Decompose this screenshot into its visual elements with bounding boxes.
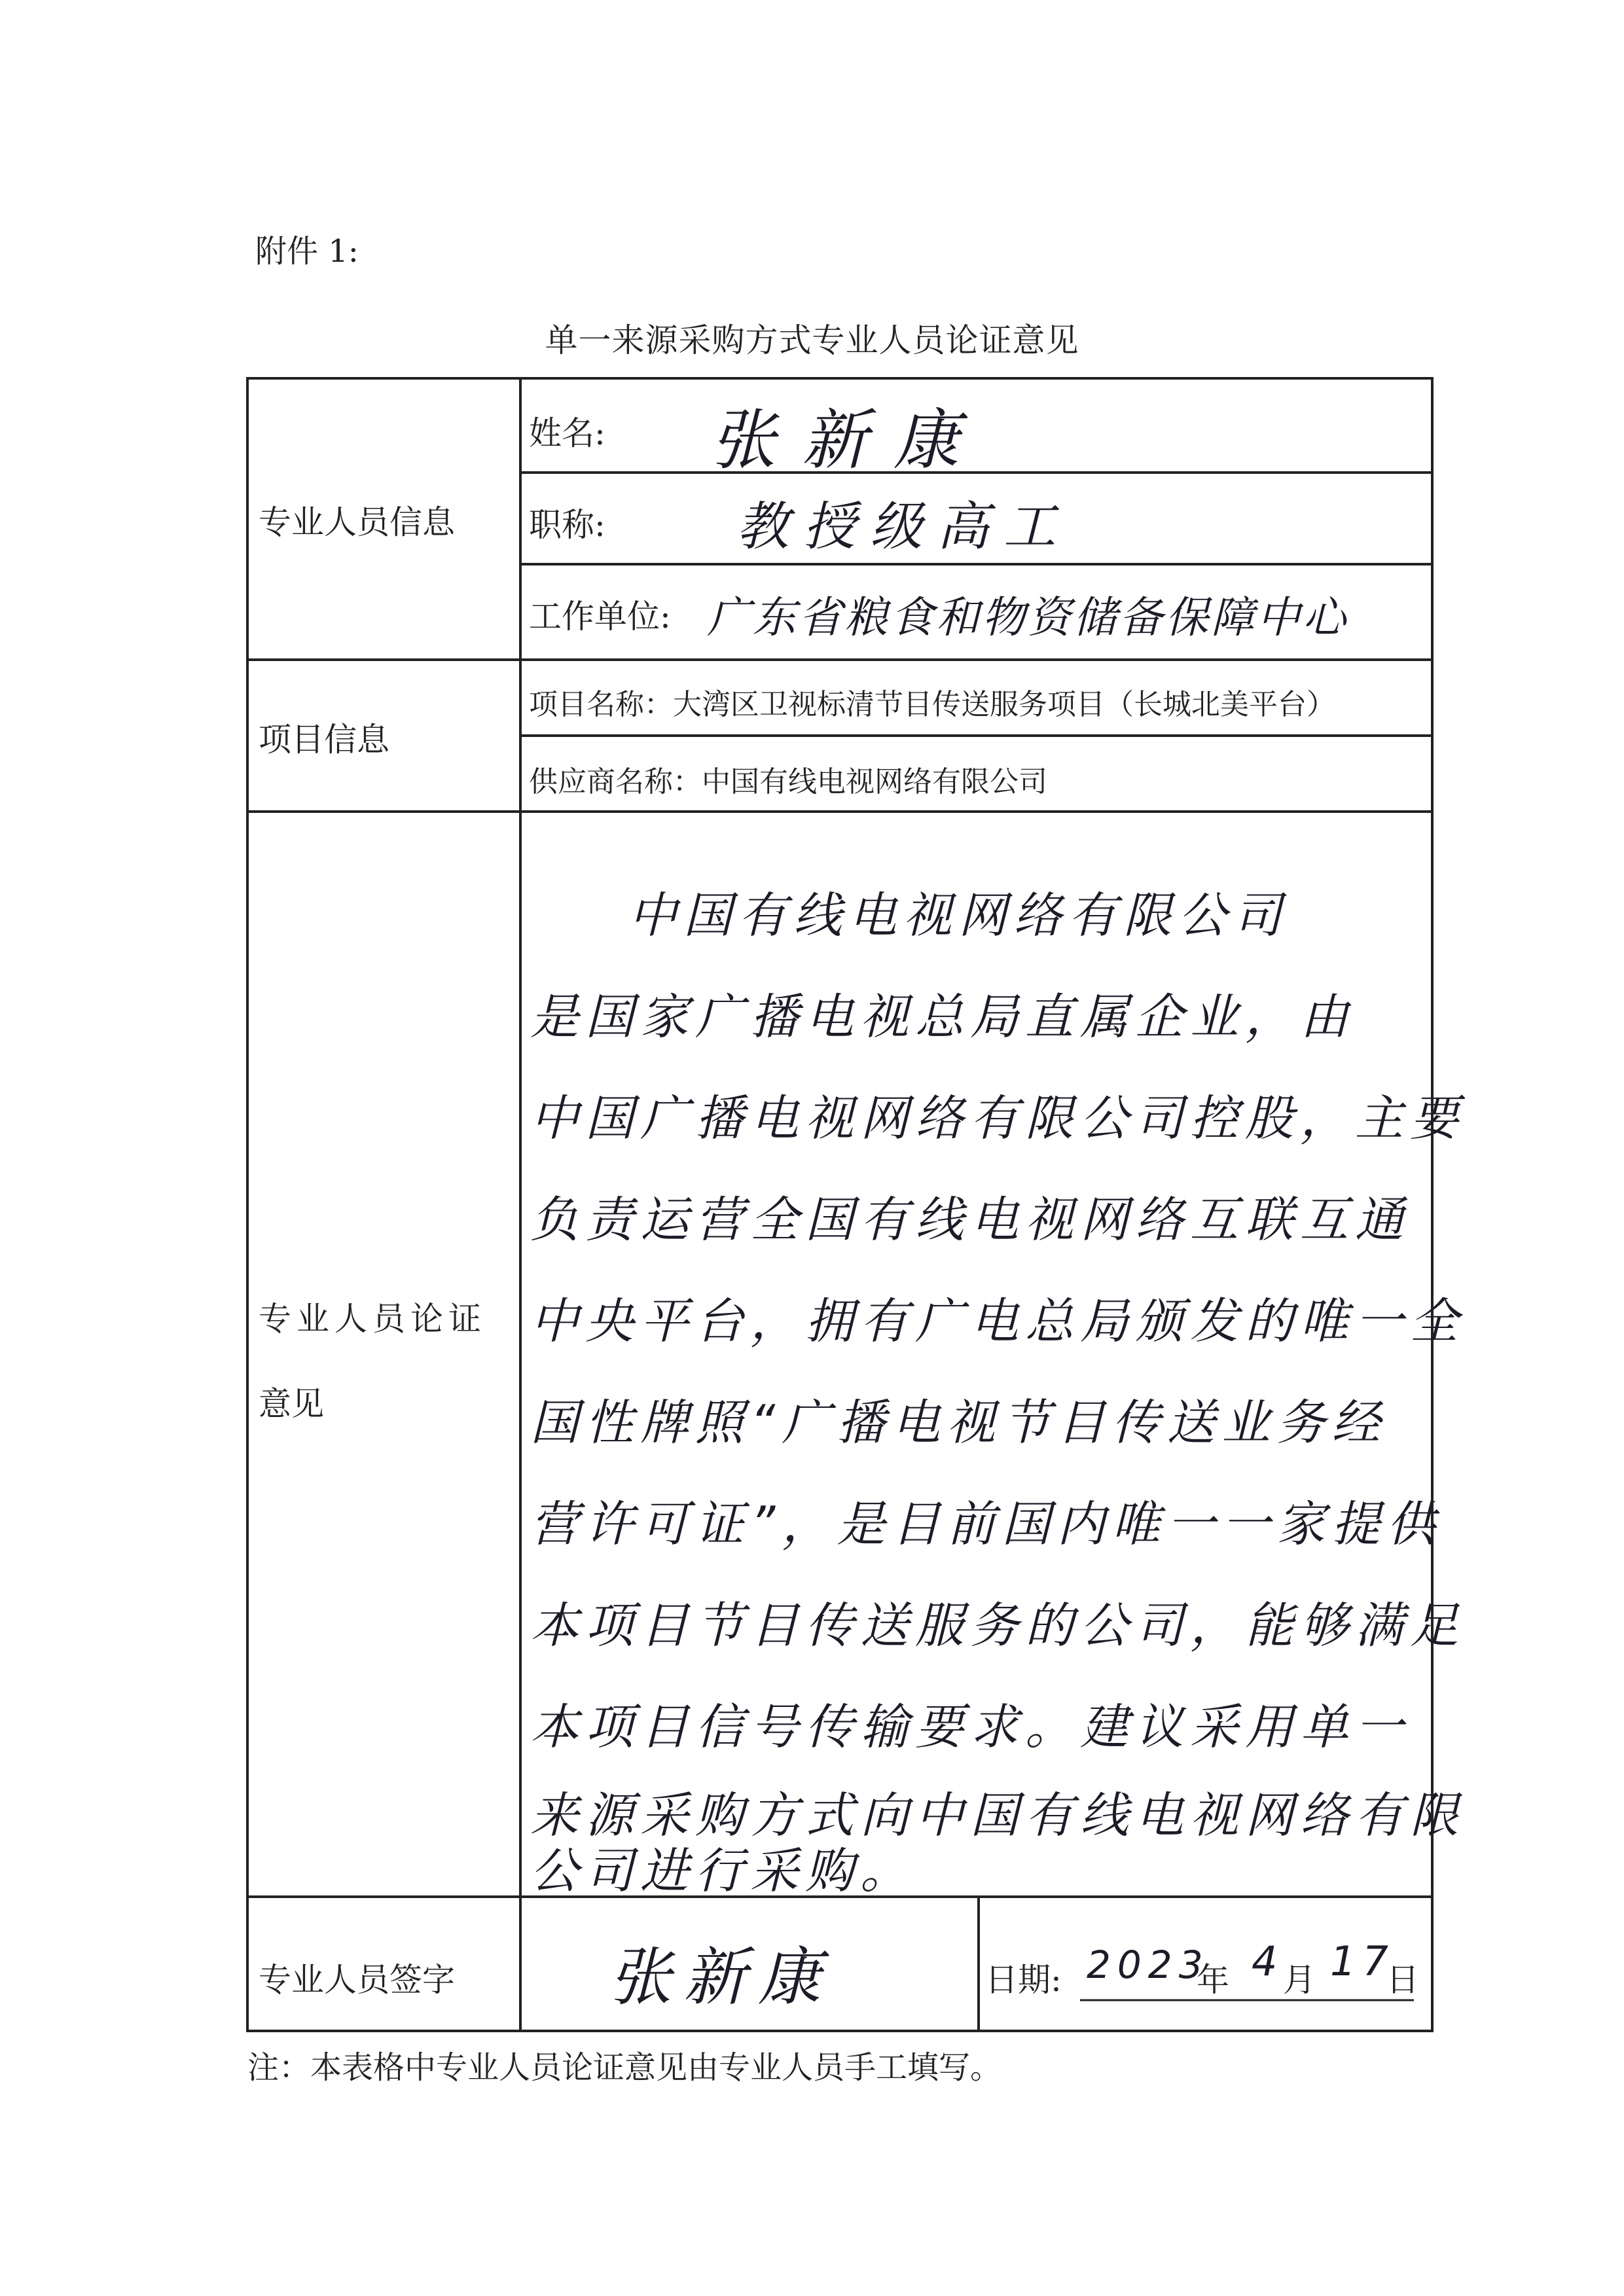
- opinion-label-line1: 专业人员论证: [259, 1300, 486, 1338]
- opinion-line: 中国有线电视网络有限公司: [628, 888, 1288, 944]
- opinion-line: 营许可证”，是目前国内唯一一家提供: [530, 1496, 1442, 1552]
- attachment-label: 附件 1:: [255, 233, 359, 270]
- work-unit-handwritten: 广东省粮食和物资储备保障中心: [707, 592, 1348, 643]
- opinion-line: 本项目节目传送服务的公司，能够满足: [530, 1598, 1465, 1654]
- date-day-unit: 日: [1386, 1961, 1419, 1999]
- form-title: 单一来源采购方式专业人员论证意见: [545, 321, 1079, 359]
- opinion-line: 中国广播电视网络有限公司控股，主要: [530, 1090, 1465, 1147]
- opinion-line: 公司进行采购。: [530, 1843, 915, 1899]
- title-label: 职称:: [529, 506, 605, 544]
- date-month: 4: [1252, 1937, 1284, 1985]
- date-year-unit: 年: [1197, 1961, 1229, 1999]
- opinion-line: 负责运营全国有线电视网络互联互通: [530, 1192, 1410, 1248]
- date-label: 日期:: [985, 1961, 1062, 1999]
- date-underline: [1080, 1996, 1420, 2004]
- opinion-label-line2: 意见: [259, 1385, 324, 1423]
- opinion-line: 国性牌照“广播电视节目传送业务经: [530, 1395, 1387, 1451]
- signature-label: 专业人员签字: [259, 1961, 455, 1999]
- project-info-label: 项目信息: [259, 721, 389, 759]
- signature-handwritten: 张新康: [609, 1941, 833, 2014]
- project-name: 项目名称：大湾区卫视标清节目传送服务项目（长城北美平台）: [529, 688, 1335, 721]
- opinion-line: 中央平台，拥有广电总局颁发的唯一全: [530, 1293, 1465, 1350]
- work-unit-label: 工作单位:: [529, 598, 671, 636]
- name-label: 姓名:: [529, 414, 605, 452]
- date-year: 2023: [1087, 1943, 1210, 1987]
- footnote: 注：本表格中专业人员论证意见由专业人员手工填写。: [247, 2049, 1002, 2086]
- opinion-line: 来源采购方式向中国有线电视网络有限: [530, 1787, 1465, 1844]
- name-handwritten: 张新康: [710, 402, 985, 478]
- title-handwritten: 教授级高工: [736, 496, 1070, 557]
- date-month-unit: 月: [1283, 1961, 1316, 1999]
- professional-info-label: 专业人员信息: [259, 503, 455, 541]
- opinion-line: 是国家广播电视总局直属企业，由: [530, 989, 1355, 1045]
- date-day: 17: [1330, 1937, 1395, 1985]
- opinion-line: 本项目信号传输要求。建议采用单一: [530, 1699, 1410, 1755]
- supplier-name: 供应商名称：中国有线电视网络有限公司: [529, 765, 1047, 798]
